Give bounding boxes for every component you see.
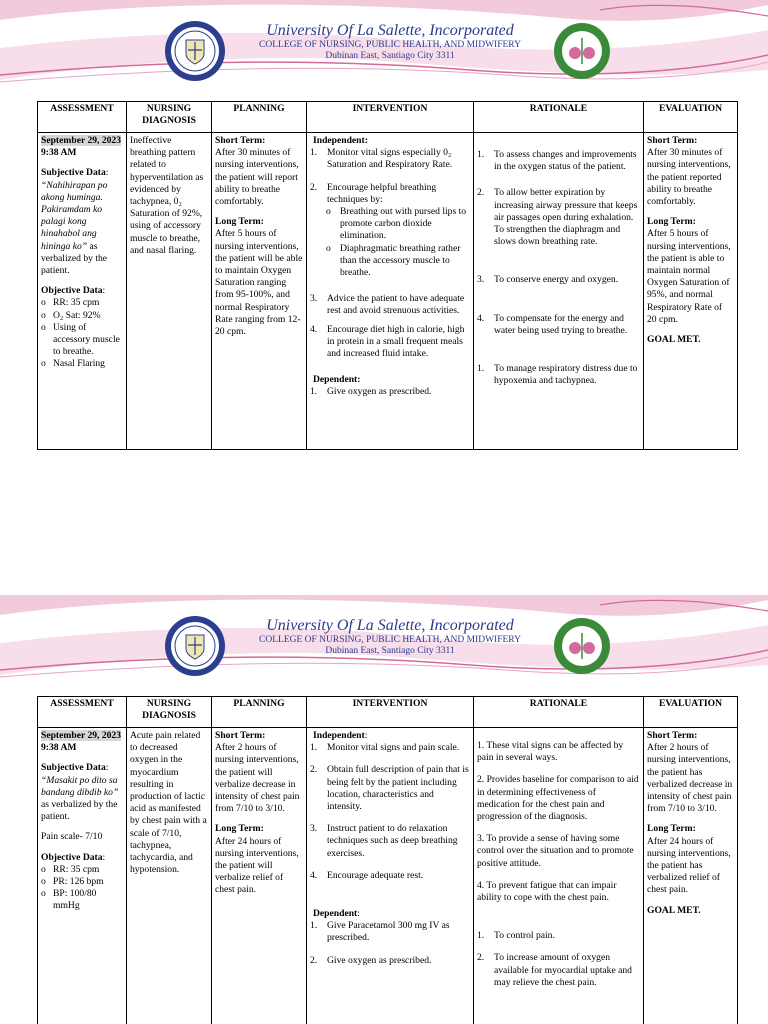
header-intervention: INTERVENTION: [307, 102, 474, 133]
diagnosis-text: Acute pain related to decreased oxygen in the myocardium resulting in production of lactic acid as manifested by chest pain with a scale of 7/10, tachypnea, tachycardia, and hypotension.: [130, 730, 207, 876]
intervention-item: 4. Encourage diet high in calorie, high in protein in a small frequent meals and increased fluid intake.: [310, 323, 465, 360]
rationale-item: 2. To increase amount of oxygen available for myocardial uptake and may relieve the chest pain.: [477, 952, 632, 988]
objective-label: Objective Data: [41, 851, 103, 863]
subjective-quote: “Nahihirapan po akong huminga. Pakiramdam ko palagi kong hinahabol ang hininga ko”: [41, 179, 108, 252]
university-name: University Of La Salette, Incorporated: [266, 22, 514, 39]
evaluation-long-text: After 5 hours of nursing interventions, the patient is able to maintain normal Oxygen Saturation of 95%, and normal Respiratory Rate of 20 cpm.: [647, 228, 731, 325]
evaluation-short-text: After 30 minutes of nursing interventions, the patient reported ability to breathe comfortably.: [647, 147, 731, 208]
objective-item: o O₂ Sat: 92%: [41, 309, 101, 321]
header-nursing-diagnosis: NURSING DIAGNOSIS: [127, 102, 212, 133]
address: Dubinan East, Santiago City 3311: [325, 51, 455, 61]
goal-status: GOAL MET.: [647, 904, 701, 916]
dependent-label: Dependent: [313, 908, 358, 920]
letterhead-text: [200, 22, 580, 62]
intervention-item: 3. Advice the patient to have adequate rest and avoid strenuous activities.: [310, 293, 465, 317]
intervention-item: 1. Monitor vital signs especially 0₂ Saturation and Respiratory Rate.: [310, 147, 453, 171]
rationale-cell: [474, 728, 644, 1024]
planning-cell: [212, 728, 307, 1024]
rationale-item: 3. To conserve energy and oxygen.: [477, 274, 619, 286]
assessment-cell: September 29, 2023 9:38 AM Subjective Data: “Nahihirapan po akong huminga. Pakiramdam ko palagi kong hinahabol ang hininga ko” as verbalized by the patient. Objective Data: o RR: 35 cpm o O₂ Sat: 92% o Using of accessory muscle to breathe. o Nasal Flaring: [38, 133, 127, 450]
letterhead: [0, 0, 768, 88]
subjective-quote: “Masakit po dito sa bandang dibdib ko”: [41, 774, 119, 798]
intervention-item: 1. Monitor vital signs and pain scale.: [310, 742, 460, 754]
objective-item: o RR: 35 cpm: [41, 863, 100, 875]
intervention-item: 1. Give Paracetamol 300 mg IV as prescribed.: [310, 920, 450, 944]
table-row: [38, 728, 738, 1024]
objective-item: o Nasal Flaring: [41, 358, 105, 370]
rationale-item: 3. To provide a sense of having some control over the situation and to promote positive attitude.: [477, 833, 634, 869]
independent-label: Independent: [313, 730, 365, 741]
address: Dubinan East, Santiago City 3311: [325, 646, 455, 656]
header-rationale: RATIONALE: [474, 102, 644, 133]
objective-item: o PR: 126 bpm: [41, 876, 104, 888]
intervention-subitem: o Breathing out with pursed lips to promote carbon dioxide elimination.: [326, 206, 467, 242]
table-header-row: [38, 102, 738, 133]
planning-long-label: Long Term:: [215, 216, 264, 228]
planning-long-text: After 5 hours of nursing interventions, the patient will be able to maintain Oxygen Saturation ranging from 95-100%, and normal Respiratory Rate ranging from 12-20 cpm.: [215, 228, 303, 338]
assessment-date: September 29, 2023: [41, 730, 122, 741]
evaluation-short-label: Short Term:: [647, 730, 698, 741]
header-planning: PLANNING: [212, 102, 307, 133]
diagnosis-cell: [127, 133, 212, 450]
college-name: COLLEGE OF NURSING, PUBLIC HEALTH, AND MIDWIFERY: [259, 635, 521, 645]
evaluation-short-text: After 2 hours of nursing interventions, the patient has verbalized decrease in intensity of chest pain from 7/10 to 3/10.: [647, 742, 733, 815]
university-name: University Of La Salette, Incorporated: [266, 617, 514, 634]
independent-label: Independent:: [313, 135, 368, 146]
evaluation-cell: [644, 728, 738, 1024]
assessment-cell: September 29, 2023 9:38 AM Subjective Data: “Masakit po dito sa bandang dibdib ko” as verbalized by the patient. Pain scale- 7/10 Objective Data: o RR: 35 cpm o PR: 126 bpm o BP: 100/80 mmHg: [38, 728, 127, 1024]
rationale-item: 1. To control pain.: [477, 930, 555, 942]
evaluation-long-label: Long Term:: [647, 823, 696, 835]
college-name: COLLEGE OF NURSING, PUBLIC HEALTH, AND MIDWIFERY: [259, 40, 521, 50]
care-plan-table-1: [37, 101, 738, 450]
objective-item: o BP: 100/80 mmHg: [41, 888, 97, 912]
objective-item: o RR: 35 cpm: [41, 297, 100, 309]
diagnosis-text: Ineffective breathing pattern related to hyperventilation as evidenced by tachypnea, 0₂ Saturation of 92%, using of accessory muscle to breathe, and nasal flaring.: [130, 135, 204, 256]
header-nursing-diagnosis: NURSING DIAGNOSIS: [127, 697, 212, 728]
intervention-item: 2. Obtain full description of pain that is being felt by the patient including location, characteristics and intensity.: [310, 764, 469, 813]
evaluation-long-label: Long Term:: [647, 216, 696, 228]
table-row: [38, 133, 738, 450]
diagnosis-cell: [127, 728, 212, 1024]
header-planning: PLANNING: [212, 697, 307, 728]
intervention-item: 3. Instruct patient to do relaxation techniques such as deep breathing exercises.: [310, 823, 458, 859]
planning-short-text: After 30 minutes of nursing interventions, the patient will report ability to breathe comfortably.: [215, 147, 299, 208]
care-plan-table-2: [37, 696, 738, 1024]
rationale-item: 4. To compensate for the energy and water being used trying to breathe.: [477, 312, 628, 336]
dependent-label: Dependent:: [313, 374, 361, 386]
rationale-item: 4. To prevent fatigue that can impair ability to cope with the chest pain.: [477, 879, 617, 904]
assessment-time: 9:38 AM: [41, 147, 77, 159]
intervention-subitem: o Diaphragmatic breathing rather than the accessory muscle to breathe.: [326, 242, 461, 279]
header-rationale: RATIONALE: [474, 697, 644, 728]
planning-long-label: Long Term:: [215, 823, 264, 835]
rationale-item: 1. To manage respiratory distress due to hypoxemia and tachypnea.: [477, 363, 638, 387]
intervention-item: 2. Give oxygen as prescribed.: [310, 954, 432, 966]
planning-short-label: Short Term:: [215, 135, 266, 146]
rationale-item: 2. Provides baseline for comparison to aid in determining effectiveness of medication for the chest pain and progression of the diagnosis.: [477, 774, 639, 823]
objective-label: Objective Data: [41, 285, 103, 297]
subjective-label: Subjective Data: [41, 167, 106, 179]
header-evaluation: EVALUATION: [644, 102, 738, 133]
care-plan-page-2: [0, 595, 768, 1024]
evaluation-long-text: After 24 hours of nursing interventions, the patient has verbalized relief of chest pain.: [647, 835, 731, 896]
intervention-item: 1. Give oxygen as prescribed.: [310, 386, 432, 398]
pain-scale: Pain scale- 7/10: [41, 831, 103, 843]
planning-long-text: After 24 hours of nursing interventions, the patient will verbalize relief of chest pain.: [215, 835, 299, 896]
rationale-item: 1. To assess changes and improvements in the oxygen status of the patient.: [477, 149, 637, 173]
subjective-label: Subjective Data: [41, 762, 106, 774]
evaluation-short-label: Short Term:: [647, 135, 698, 146]
intervention-cell: [307, 133, 474, 450]
goal-status: GOAL MET.: [647, 334, 701, 346]
objective-item: o Using of accessory muscle to breathe.: [41, 321, 120, 358]
header-assessment: ASSESSMENT: [38, 697, 127, 728]
intervention-item: 2. Encourage helpful breathing techniques by:: [310, 181, 437, 205]
rationale-item: 1. These vital signs can be affected by pain in several ways.: [477, 740, 624, 764]
header-assessment: ASSESSMENT: [38, 102, 127, 133]
planning-short-text: After 2 hours of nursing interventions, the patient will verbalize decrease in intensity of chest pain from 7/10 to 3/10.: [215, 742, 300, 815]
header-evaluation: EVALUATION: [644, 697, 738, 728]
rationale-cell: [474, 133, 644, 450]
subjective-tail: as verbalized by the patient.: [41, 799, 118, 823]
table-header-row: [38, 697, 738, 728]
letterhead-text: [200, 617, 580, 657]
assessment-time: 9:38 AM: [41, 742, 77, 754]
header-intervention: INTERVENTION: [307, 697, 474, 728]
letterhead: [0, 595, 768, 683]
planning-cell: [212, 133, 307, 450]
intervention-item: 4. Encourage adequate rest.: [310, 869, 424, 881]
evaluation-cell: [644, 133, 738, 450]
rationale-item: 2. To allow better expiration by increasing airway pressure that keeps air passages open during exhalation. To strengthen the diaphragm and slows down breathing rate.: [477, 187, 638, 248]
subjective-tail: as verbalized by the patient.: [41, 240, 108, 277]
intervention-cell: Independent: 1. Monitor vital signs and pain scale. 2. Obtain full description of pain that is being felt by the patient including location, characteristics and intensity. 3. Instruct patient to do relaxation techniques such as deep breathing exercises. 4. Encourage adequate rest. Dependent: 1. Give Paracetamol 300 mg IV as prescribed. 2. Give oxygen as prescribed.: [307, 728, 474, 1024]
planning-short-label: Short Term:: [215, 730, 266, 741]
assessment-date: September 29, 2023: [41, 135, 122, 146]
